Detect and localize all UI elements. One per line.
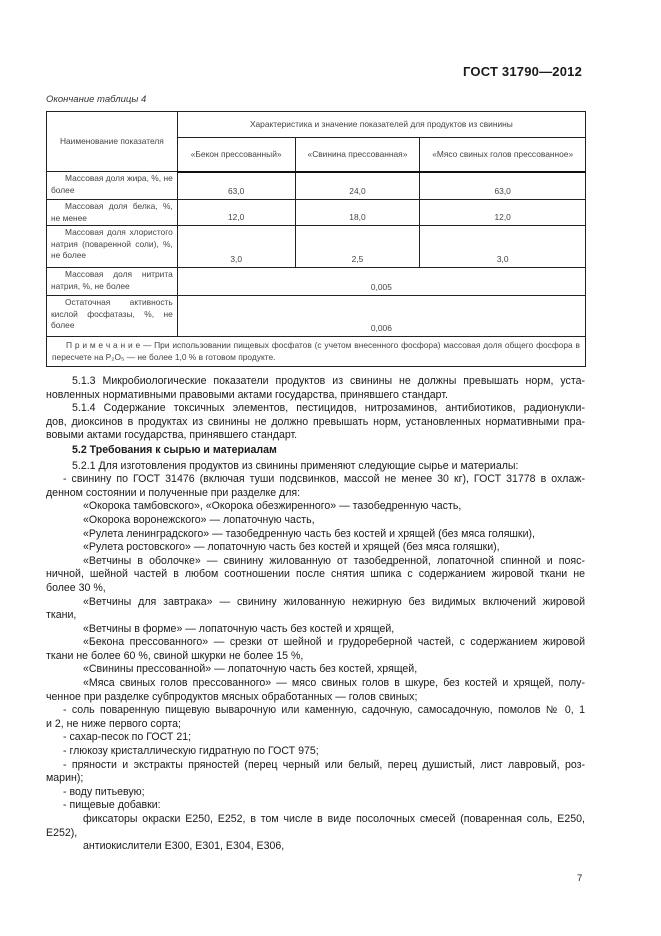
sub-list-item [46, 636, 585, 663]
sub-list-item [46, 663, 585, 677]
text-line: «Рулета ленинградского» — тазобедренную часть без костей и хрящей (без мяса голяшки), [83, 527, 535, 540]
page-number: 7 [577, 873, 583, 884]
text-line: - воду питьевую; [63, 785, 145, 798]
table-row [47, 226, 586, 268]
indicators-table [46, 111, 586, 367]
paragraph [46, 375, 585, 402]
text-line: - соль поваренную пищевую выварочную или каменную, садочную, самосадочную, помолов № 0, 1 [63, 704, 585, 717]
text-line: антиокислители Е300, Е301, Е304, Е306, [83, 840, 285, 853]
row-name [47, 200, 178, 226]
text-line: - свинину по ГОСТ 31476 (включая туши подсвинков, массой не менее 30 кг), ГОСТ 31778 в охлаж- [63, 473, 585, 486]
text-line: 5.1.3 Микробиологические показатели продуктов из свинины не должны превышать норм, уста- [72, 375, 585, 387]
table-row [47, 172, 586, 200]
paragraph [46, 460, 585, 474]
cell-value: 12,0 [177, 200, 295, 226]
text-line: «Окорока тамбовского», «Окорока обезжиренного» — тазобедренную часть, [83, 500, 462, 513]
cell-value: 63,0 [420, 172, 586, 200]
sub-list-item [46, 555, 585, 596]
text-line: «Рулета ростовского» — лопаточную часть без костей и хрящей (без мяса голяшки), [83, 541, 500, 554]
note-text: — При использовании пищевых фосфатов (с учетом внесенного фосфора) массовая доля общего фосфора в пересчете на P₂O₅ — не более 1,0 % в готовом продукте. [52, 340, 580, 362]
list-item [46, 786, 585, 800]
cell-value: 12,0 [420, 200, 586, 226]
text-line: 5.2 Требования к сырью и материалам [72, 443, 277, 456]
text-line: «Свинины прессованной» — лопаточную часть без костей, хрящей, [83, 663, 418, 676]
text-line: «Окорока воронежского» — лопаточную часть, [83, 513, 315, 526]
body-text [46, 375, 585, 854]
text-line: Е252), [46, 826, 78, 839]
sub-list-item [46, 677, 585, 704]
row-name [47, 268, 178, 296]
text-line: «Ветчины для завтрака» — свинину жилованную нежирную без видимых включений жировой [83, 595, 585, 608]
text-line: денном состоянии и полученные при разделке для: [46, 486, 301, 499]
text-line: 5.2.1 Для изготовления продуктов из свинины применяют следующие сырье и материалы: [72, 459, 519, 472]
sub-list-item [46, 528, 585, 542]
text-line: «Ветчины в форме» — лопаточную часть без костей и хрящей, [83, 622, 395, 635]
list-item [46, 745, 585, 759]
sub-list-item [46, 500, 585, 514]
row-name [47, 226, 178, 268]
row-name [47, 296, 178, 337]
row-name-text: Массовая доля жира, %, не более [51, 173, 173, 195]
cell-value: 3,0 [177, 226, 295, 268]
cell-value: 3,0 [420, 226, 586, 268]
text-line: новленных нормативными правовыми актами государства, принявшего стандарт. [46, 388, 448, 401]
sub-list-item [46, 840, 585, 854]
list-item [46, 473, 585, 500]
text-line: марин); [46, 772, 84, 785]
text-line: вовыми актами государства, принявшего стандарт. [46, 429, 298, 442]
text-line: фиксаторы окраски Е250, Е252, в том числе в виде посолочных смесей (поваренная соль, Е250, [83, 813, 585, 825]
list-item [46, 704, 585, 731]
sub-list-item [46, 541, 585, 555]
text-line: «Мяса свиных голов прессованного» — мясо свиных голов в шкуре, без костей и хрящей, полу- [83, 677, 585, 690]
sub-list-item [46, 596, 585, 623]
document-code-header: ГОСТ 31790—2012 [463, 64, 582, 79]
cell-value: 0,006 [177, 296, 585, 337]
cell-value: 24,0 [295, 172, 420, 200]
row-name-text: Массовая доля нитрита натрия, %, не более [51, 269, 173, 291]
table-note-row [47, 337, 586, 367]
section-heading [46, 444, 585, 458]
table-caption: Окончание таблицы 4 [46, 94, 147, 105]
row-name-text: Остаточная активность кислой фосфатазы, %, не более [51, 297, 173, 330]
col-header-indicator: Наименование показателя [47, 112, 178, 172]
list-item [46, 799, 585, 813]
text-line: - глюкозу кристаллическую гидратную по ГОСТ 975; [63, 745, 319, 758]
col-header-head-meat: «Мясо свиных голов прессованное» [420, 138, 586, 172]
text-line: «Ветчины в оболочке» — свинину жилованную от тазобедренной, лопаточной спинной и пояс- [83, 554, 585, 567]
text-line: ничной, шейной частей в любом соотношении после снятия шпика с содержанием жировой ткани не [46, 568, 585, 581]
col-header-pork: «Свинина прессованная» [295, 138, 420, 172]
table-row [47, 268, 586, 296]
sub-list-item [46, 514, 585, 528]
text-line: более 30 %, [46, 581, 106, 594]
text-line: ченное при разделке субпродуктов мясных обработанных — голов свиных; [46, 690, 418, 703]
paragraph [46, 402, 585, 443]
sub-list-item [46, 623, 585, 637]
cell-value: 0,005 [177, 268, 585, 296]
row-name [47, 172, 178, 200]
note-label: П р и м е ч а н и е [66, 340, 141, 350]
text-line: - пищевые добавки: [63, 799, 161, 812]
table-note [47, 337, 586, 367]
cell-value: 18,0 [295, 200, 420, 226]
text-line: ткани, [46, 609, 77, 622]
table-row [47, 200, 586, 226]
text-line: 5.1.4 Содержание токсичных элементов, пестицидов, нитрозаминов, антибиотиков, радионукли- [72, 402, 585, 415]
sub-list-item [46, 813, 585, 840]
cell-value: 2,5 [295, 226, 420, 268]
cell-value: 63,0 [177, 172, 295, 200]
list-item [46, 759, 585, 786]
list-item [46, 731, 585, 745]
text-line: и 2, не ниже первого сорта; [46, 717, 181, 730]
text-line: - пряности и экстракты пряностей (перец черный или белый, перец душистый, лист лавровый, роз- [63, 758, 585, 771]
text-line: дов, диоксинов в продуктах из свинины не должно превышать норм, установленных нормативными пра- [46, 415, 585, 428]
table-row [47, 296, 586, 337]
group-header: Характеристика и значение показателей для продуктов из свинины [177, 112, 585, 138]
text-line: «Бекона прессованного» — срезки от шейной и грудореберной частей, с содержанием жировой [83, 636, 585, 649]
text-line: - сахар-песок по ГОСТ 21; [63, 731, 192, 744]
row-name-text: Массовая доля белка, %, не менее [51, 201, 173, 223]
col-header-bacon: «Бекон прессованный» [177, 138, 295, 172]
row-name-text: Массовая доля хлористого натрия (поваренной соли), %, не более [51, 227, 173, 260]
text-line: ткани не более 60 %, свиной шкурки не более 15 %, [46, 649, 304, 662]
